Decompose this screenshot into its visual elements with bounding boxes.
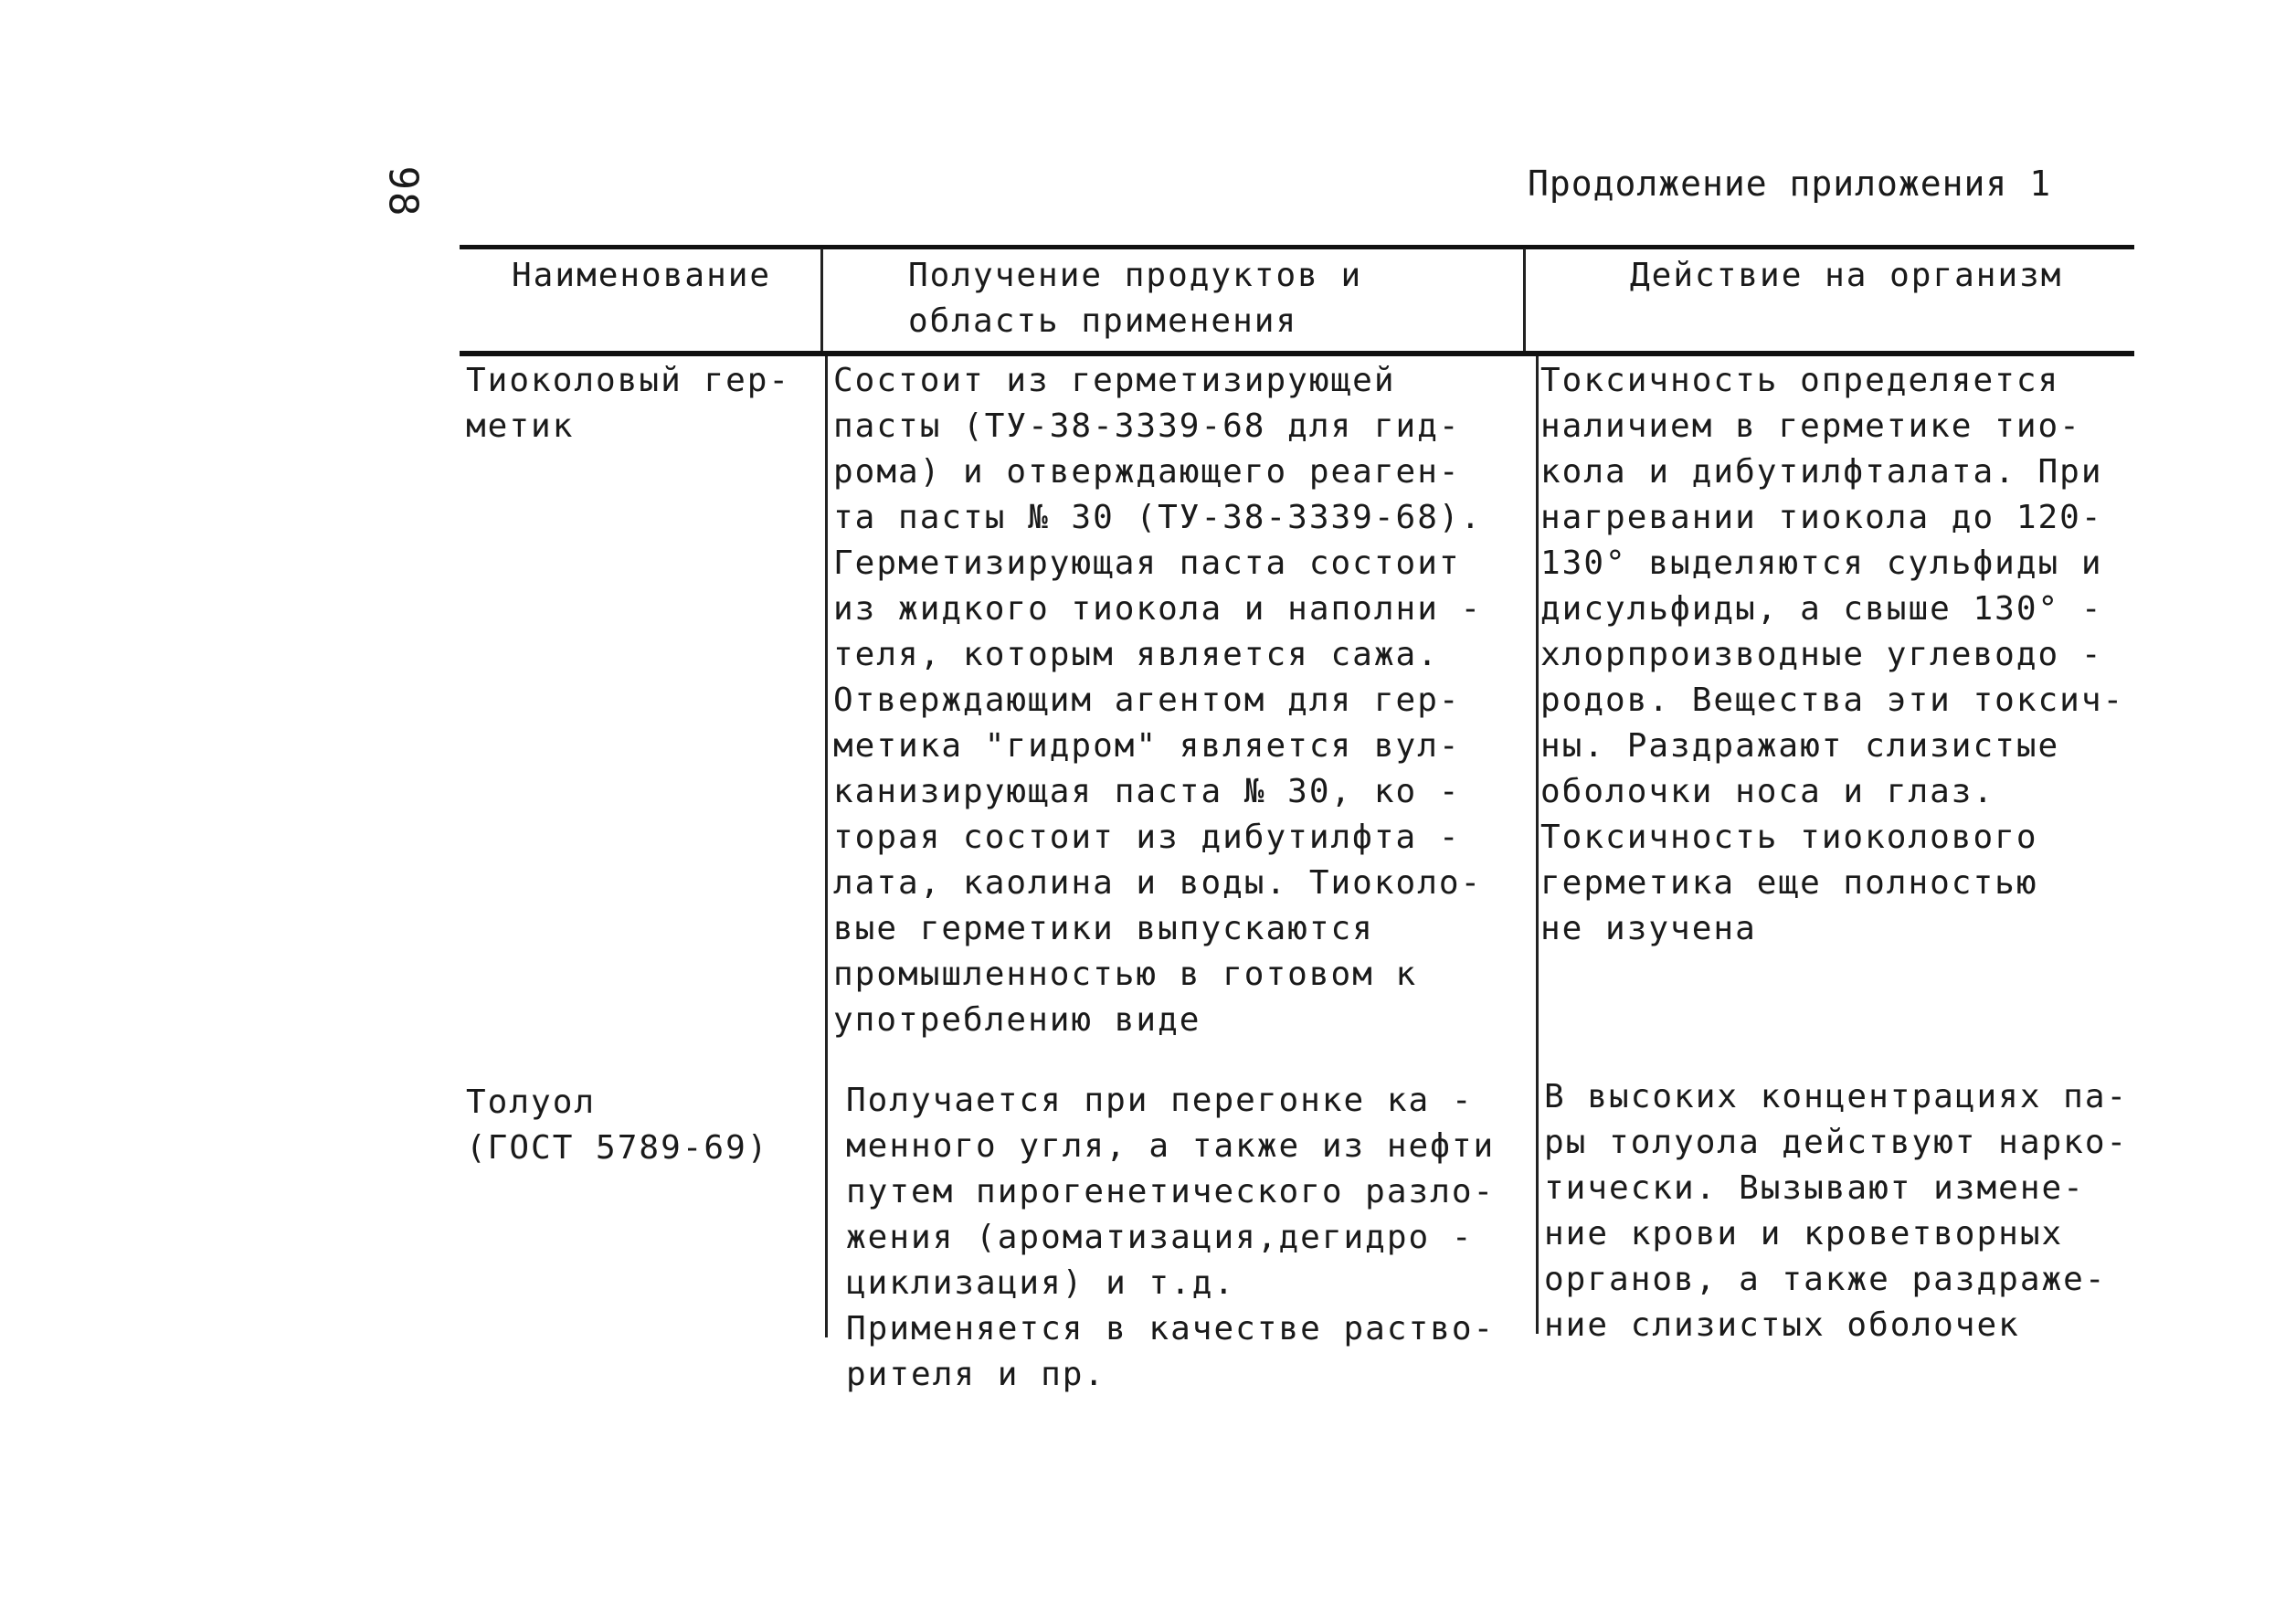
row1-name-cell <box>466 358 813 449</box>
text-line: жения (ароматизация,дегидро - <box>846 1219 1474 1256</box>
text-line: дисульфиды, а свыше 130° - <box>1540 590 2103 628</box>
text-line: органов, а также раздраже- <box>1544 1261 2107 1298</box>
text-line: Получается при перегонке ка - <box>846 1082 1474 1119</box>
text-line: не изучена <box>1540 910 1757 947</box>
text-line: Тиоколовый гер- <box>466 362 791 399</box>
text-line: рителя и пр. <box>846 1356 1106 1393</box>
text-line: Применяется в качестве раство- <box>846 1310 1496 1348</box>
text-line: промышленностью в готовом к <box>833 956 1418 993</box>
text-line: рома) и отверждающего реаген- <box>833 453 1461 491</box>
text-line: Состоит из герметизирующей <box>833 362 1396 399</box>
text-line: лата, каолина и воды. Тиоколо- <box>833 864 1483 902</box>
text-line: Герметизирующая паста состоит <box>833 544 1461 582</box>
text-line: Токсичность определяется <box>1540 362 2060 399</box>
text-line: ние крови и кроветворных <box>1544 1215 2064 1252</box>
text-line: В высоких концентрациях па- <box>1544 1078 2129 1115</box>
text-line: Толуол <box>466 1083 597 1121</box>
header-production: Получение продуктов и область применения <box>908 257 1363 340</box>
text-line: канизирующая паста № 30, ко - <box>833 773 1461 810</box>
text-line: герметика еще полностью <box>1540 864 2038 902</box>
text-line: из жидкого тиокола и наполни - <box>833 590 1483 628</box>
header-name: Наименование <box>512 257 772 294</box>
column-divider <box>1536 356 1539 1334</box>
row1-production-cell <box>833 358 1528 1043</box>
table-top-rule <box>460 245 2134 249</box>
text-line: ны. Раздражают слизистые <box>1540 727 2060 765</box>
text-line: теля, которым является сажа. <box>833 636 1439 673</box>
column-divider <box>825 356 828 1337</box>
text-line: нагревании тиокола до 120- <box>1540 499 2103 536</box>
page-number: 98 <box>379 165 427 218</box>
row2-name-cell <box>466 1080 813 1171</box>
table-header-rule <box>460 351 2134 356</box>
text-line: 130° выделяются сульфиды и <box>1540 544 2103 582</box>
header-effect: Действие на организм <box>1630 257 2063 294</box>
appendix-caption: Продолжение приложения 1 <box>1528 164 2052 204</box>
text-line: тически. Вызывают измене- <box>1544 1169 2085 1207</box>
text-line: употреблению виде <box>833 1001 1201 1039</box>
row2-effect-cell <box>1544 1074 2138 1348</box>
text-line: торая состоит из дибутилфта - <box>833 819 1461 856</box>
column-divider <box>1523 248 1526 351</box>
text-line: родов. Вещества эти токсич- <box>1540 682 2125 719</box>
text-line: путем пирогенетического разло- <box>846 1173 1496 1210</box>
column-divider <box>820 248 823 351</box>
text-line: метик <box>466 407 575 445</box>
row2-production-cell <box>846 1078 1531 1398</box>
text-line: циклизация) и т.д. <box>846 1264 1236 1302</box>
text-line: пасты (ТУ-38-3339-68 для гид- <box>833 407 1461 445</box>
text-line: Отверждающим агентом для гер- <box>833 682 1461 719</box>
text-line: ры толуола действуют нарко- <box>1544 1124 2129 1161</box>
text-line: хлорпроизводные углеводо - <box>1540 636 2103 673</box>
text-line: (ГОСТ 5789-69) <box>466 1129 769 1167</box>
text-line: Токсичность тиоколового <box>1540 819 2038 856</box>
row1-effect-cell <box>1540 358 2143 952</box>
text-line: менного угля, а также из нефти <box>846 1127 1496 1165</box>
text-line: метика "гидром" является вул- <box>833 727 1461 765</box>
text-line: вые герметики выпускаются <box>833 910 1374 947</box>
text-line: ние слизистых оболочек <box>1544 1306 2020 1344</box>
text-line: та пасты № 30 (ТУ-38-3339-68). <box>833 499 1483 536</box>
text-line: кола и дибутилфталата. При <box>1540 453 2103 491</box>
text-line: оболочки носа и глаз. <box>1540 773 1995 810</box>
text-line: наличием в герметике тио- <box>1540 407 2081 445</box>
